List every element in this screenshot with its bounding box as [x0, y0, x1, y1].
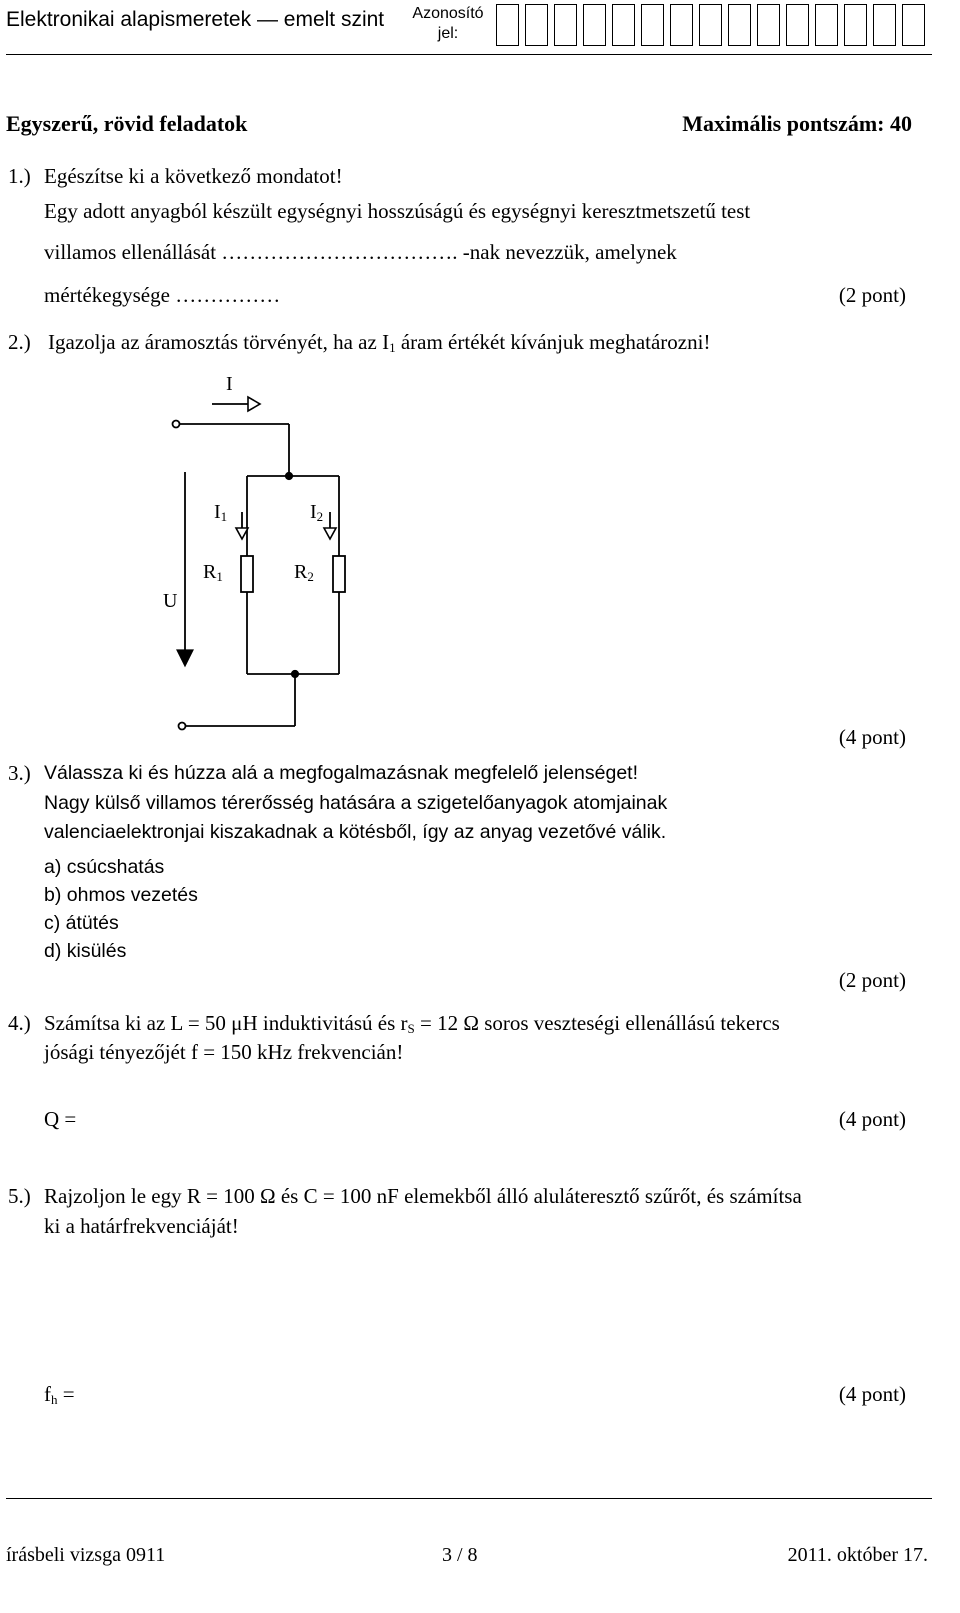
q5-answer-f: f: [44, 1382, 51, 1406]
q4-answer-label: Q =: [44, 1107, 77, 1131]
q1-line4-a: mértékegysége: [44, 283, 170, 307]
id-box[interactable]: [612, 4, 635, 46]
q2-number: 2.): [8, 330, 31, 354]
q1-line4: [44, 283, 280, 308]
q1-line3: [44, 240, 677, 265]
id-box[interactable]: [699, 4, 722, 46]
q3-option-b[interactable]: b) ohmos vezetés: [44, 884, 198, 906]
current-divider-circuit: [0, 360, 960, 740]
node-top: [286, 473, 293, 480]
q4-line1-b: = 12 Ω soros veszteségi ellenállású tekercs: [414, 1011, 780, 1035]
id-box[interactable]: [873, 4, 896, 46]
q3-option-d[interactable]: d) kisülés: [44, 940, 127, 962]
q1-line3-b: -nak nevezzük, amelynek: [462, 240, 677, 264]
node-bottom: [292, 671, 299, 678]
q3-line2: Nagy külső villamos térerősség hatására a szigetelőanyagok atomjainak: [44, 792, 668, 814]
label-i2: I2: [310, 501, 324, 524]
id-box[interactable]: [902, 4, 925, 46]
resistor-r2: [333, 556, 345, 592]
id-box[interactable]: [757, 4, 780, 46]
label-u: U: [163, 590, 178, 612]
input-terminal-top: [173, 421, 180, 428]
q3-option-c[interactable]: c) átütés: [44, 912, 119, 934]
q4-line2: jósági tényezőjét f = 150 kHz frekvencián!: [44, 1040, 404, 1064]
q4-line1: [44, 1011, 780, 1037]
q3-points: (2 pont): [838, 968, 906, 992]
q4-line1-sub: S: [407, 1021, 415, 1036]
q5-answer-eq: =: [57, 1382, 75, 1406]
i2-arrow-head: [324, 528, 336, 539]
q1-points: (2 pont): [838, 283, 906, 307]
id-box[interactable]: [786, 4, 809, 46]
q4-number: 4.): [8, 1011, 31, 1035]
id-box[interactable]: [583, 4, 606, 46]
id-box[interactable]: [728, 4, 751, 46]
id-box[interactable]: [496, 4, 519, 46]
id-box[interactable]: [641, 4, 664, 46]
id-box[interactable]: [670, 4, 693, 46]
q2-points: (4 pont): [838, 725, 906, 749]
q5-points: (4 pont): [838, 1382, 906, 1406]
q5-line1: Rajzoljon le egy R = 100 Ω és C = 100 nF elemekből álló aluláteresztő szűrőt, és számítsa: [44, 1184, 802, 1208]
q4-line1-a: Számítsa ki az L = 50 μH induktivitású és r: [44, 1011, 408, 1035]
label-i1: I1: [214, 501, 228, 524]
header-rule: [6, 54, 932, 55]
max-points: Maximális pontszám: 40: [682, 111, 912, 136]
q5-line2: ki a határfrekvenciáját!: [44, 1214, 239, 1238]
id-label-line2: jel:: [437, 25, 459, 42]
resistor-r1: [241, 556, 253, 592]
q1-blank-1[interactable]: …………………………….: [221, 240, 458, 264]
section-title: Egyszerű, rövid feladatok: [6, 111, 248, 136]
q1-blank-2[interactable]: ……………: [175, 283, 281, 307]
id-box[interactable]: [815, 4, 838, 46]
q4-points: (4 pont): [838, 1107, 906, 1131]
q5-answer-sub: h: [51, 1392, 58, 1407]
q2-text-b: áram értékét kívánjuk meghatározni!: [395, 330, 711, 354]
id-box[interactable]: [844, 4, 867, 46]
q5-number: 5.): [8, 1184, 31, 1208]
footer-rule: [6, 1498, 932, 1499]
q2-text-sub: 1: [389, 340, 396, 355]
footer-page-number: 3 / 8: [442, 1544, 478, 1566]
input-terminal-bottom: [179, 723, 186, 730]
q3-option-a[interactable]: a) csúcshatás: [44, 856, 165, 878]
id-label-line1: Azonosító: [412, 5, 484, 22]
q5-answer-field[interactable]: [100, 1376, 690, 1406]
footer-exam-code: írásbeli vizsga 0911: [6, 1544, 166, 1566]
q1-title: Egészítse ki a következő mondatot!: [44, 164, 343, 188]
id-box[interactable]: [554, 4, 577, 46]
q1-line2: Egy adott anyagból készült egységnyi hosszúságú és egységnyi keresztmetszetű test: [44, 199, 751, 223]
q2-text-a: Igazolja az áramosztás törvényét, ha az I: [48, 330, 390, 354]
q3-line3: valenciaelektronjai kiszakadnak a kötésből, így az anyag vezetővé válik.: [44, 821, 667, 843]
id-box[interactable]: [525, 4, 548, 46]
footer-date: 2011. október 17.: [787, 1544, 928, 1566]
u-arrow-head: [177, 650, 193, 666]
q5-drawing-area[interactable]: [44, 1250, 874, 1370]
q4-answer-field[interactable]: [90, 1100, 690, 1130]
id-label: [410, 4, 486, 44]
q2-text: [48, 330, 710, 356]
q1-line3-a: villamos ellenállását: [44, 240, 217, 264]
header-title: Elektronikai alapismeretek — emelt szint: [6, 8, 385, 31]
label-i: I: [226, 373, 233, 395]
label-r1: R1: [203, 561, 223, 584]
q1-number: 1.): [8, 164, 31, 188]
q3-number: 3.): [8, 761, 31, 785]
label-r2: R2: [294, 561, 314, 584]
q3-line1: Válassza ki és húzza alá a megfogalmazásnak megfelelő jelenséget!: [44, 762, 639, 784]
i-arrow-head: [248, 397, 260, 411]
q5-answer-label: [44, 1382, 75, 1408]
